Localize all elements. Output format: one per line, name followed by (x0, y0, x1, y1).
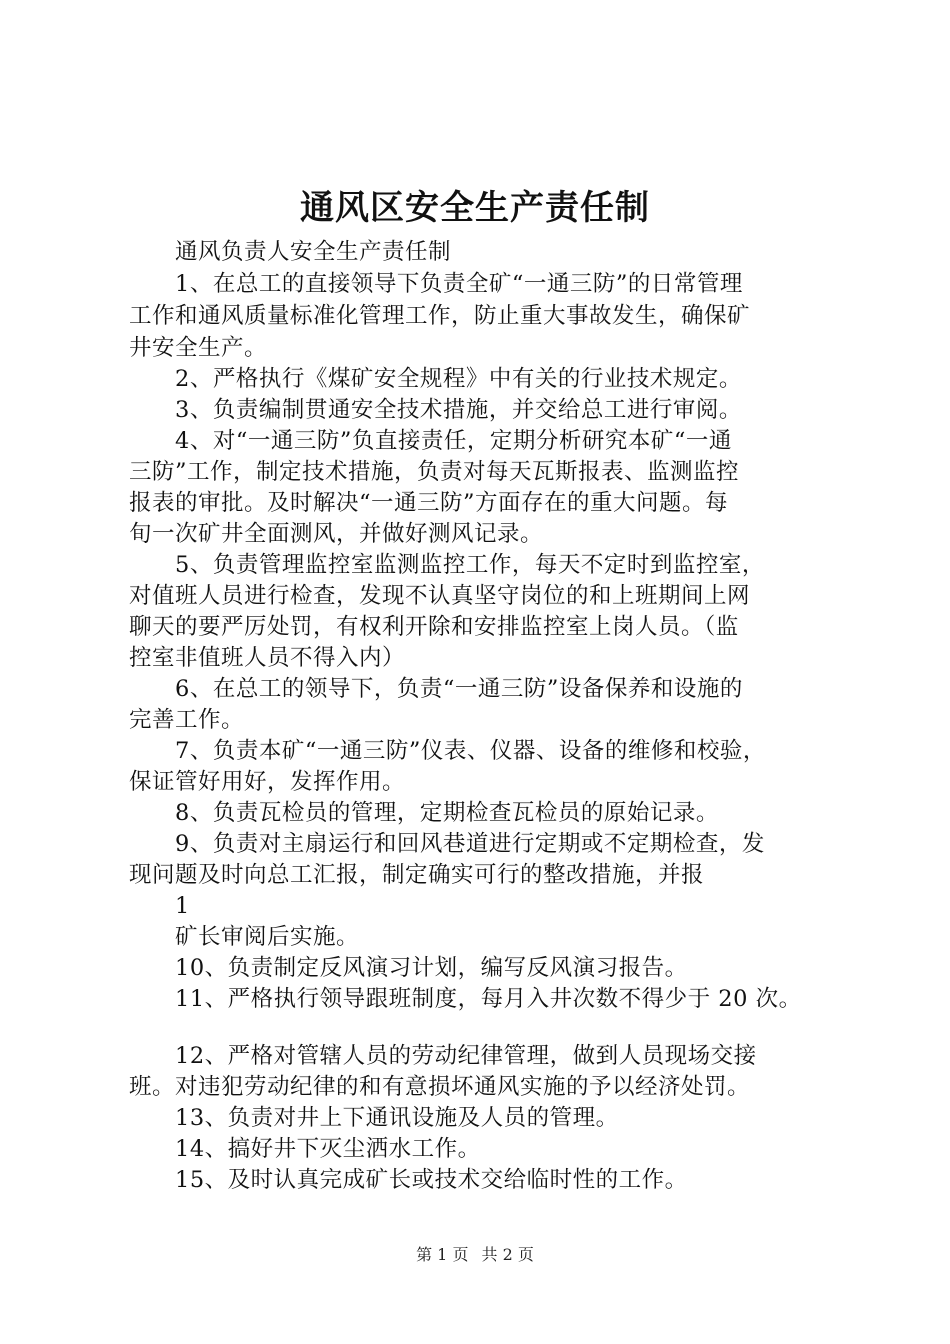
paragraph-line: 保证管好用好，发挥作用。 (129, 769, 406, 795)
paragraph-line: 2、严格执行《煤矿安全规程》中有关的行业技术规定。 (175, 366, 742, 392)
footer-page-total: 共 2 页 (481, 1245, 534, 1264)
paragraph-line: 井安全生产。 (129, 335, 268, 361)
paragraph-line: 工作和通风质量标准化管理工作，防止重大事故发生，确保矿 (129, 303, 751, 329)
paragraph-line: 13、负责对井上下通讯设施及人员的管理。 (175, 1105, 619, 1131)
section-heading: 通风负责人安全生产责任制 (175, 239, 452, 265)
document-title: 通风区安全生产责任制 (300, 188, 650, 228)
paragraph-line: 15、及时认真完成矿长或技术交给临时性的工作。 (175, 1167, 688, 1193)
paragraph-line: 5、负责管理监控室监测监控工作，每天不定时到监控室， (175, 552, 765, 578)
paragraph-line: 聊天的要严厉处罚，有权利开除和安排监控室上岗人员。（监 (129, 614, 739, 640)
paragraph-line: 控室非值班人员不得入内） (129, 645, 406, 671)
paragraph-line: 矿长审阅后实施。 (175, 924, 360, 950)
paragraph-line: 报表的审批。及时解决“一通三防”方面存在的重大问题。每 (129, 490, 729, 516)
page-footer (0, 1243, 950, 1267)
paragraph-line: 班。对违犯劳动纪律的和有意损坏通风实施的予以经济处罚。 (129, 1074, 751, 1100)
paragraph-line: 完善工作。 (129, 707, 245, 733)
paragraph-line: 9、负责对主扇运行和回风巷道进行定期或不定期检查，发 (175, 831, 765, 857)
paragraph-line: 4、对“一通三防”负直接责任，定期分析研究本矿“一通 (175, 428, 732, 454)
paragraph-line: 6、在总工的领导下，负责“一通三防”设备保养和设施的 (175, 676, 743, 702)
paragraph-line: 14、搞好井下灭尘洒水工作。 (175, 1136, 481, 1162)
paragraph-line: 1、在总工的直接领导下负责全矿“一通三防”的日常管理 (175, 271, 743, 297)
paragraph-line: 10、负责制定反风演习计划，编写反风演习报告。 (175, 955, 688, 981)
paragraph-line: 12、严格对管辖人员的劳动纪律管理，做到人员现场交接 (175, 1043, 757, 1069)
paragraph-line: 旬一次矿井全面测风，并做好测风记录。 (129, 521, 544, 547)
paragraph-line: 3、负责编制贯通安全技术措施，并交给总工进行审阅。 (175, 397, 742, 423)
paragraph-line: 8、负责瓦检员的管理，定期检查瓦检员的原始记录。 (175, 800, 719, 826)
paragraph-line: 三防”工作，制定技术措施，负责对每天瓦斯报表、监测监控 (129, 459, 740, 485)
page-number-marker: 1 (175, 893, 190, 919)
paragraph-line: 11、严格执行领导跟班制度，每月入井次数不得少于 20 次。 (175, 986, 802, 1012)
paragraph-line: 现问题及时向总工汇报，制定确实可行的整改措施，并报 (129, 862, 705, 888)
paragraph-line: 对值班人员进行检查，发现不认真坚守岗位的和上班期间上网 (129, 583, 751, 609)
footer-page-current: 第 1 页 (416, 1245, 469, 1264)
paragraph-line: 7、负责本矿“一通三防”仪表、仪器、设备的维修和校验， (175, 738, 766, 764)
